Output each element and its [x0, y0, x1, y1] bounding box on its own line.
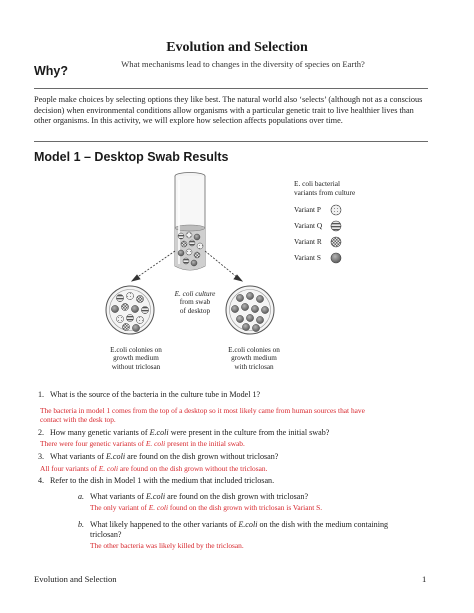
question-1: What is the source of the bacteria in the culture tube in Model 1?: [50, 390, 261, 399]
divider-bottom: [34, 141, 428, 142]
question-2: How many genetic variants of E.coli were present in the culture from the initial swab?: [50, 428, 330, 437]
legend-label: Variant P: [294, 205, 321, 214]
question-4b-line-2: triclosan?: [90, 530, 122, 539]
question-4-number: 4.: [38, 476, 45, 485]
legend-label: Variant S: [294, 253, 321, 262]
answer-3: All four variants of E. coli are found on the dish grown without the triclosan.: [40, 464, 268, 473]
answer-2: There were four genetic variants of E. coli present in the initial swab.: [40, 439, 245, 448]
legend-item-variant-q: [294, 221, 322, 230]
striped-circle-icon: [330, 220, 342, 232]
question-1-number: 1.: [38, 390, 45, 399]
questions-section: [30, 388, 450, 563]
tube-label: E. coli culture from swab of desktop: [174, 290, 216, 315]
divider-top: [34, 88, 428, 89]
question-4a: What variants of E.coli are found on the dish grown with triclosan?: [90, 492, 309, 501]
legend-item-variant-r: [294, 237, 322, 246]
answer-1-line-2: contact with the desk top.: [40, 415, 116, 424]
footer-title: Evolution and Selection: [34, 574, 117, 584]
question-3-number: 3.: [38, 452, 45, 461]
dotted-circle-icon: [330, 204, 342, 216]
question-4b-letter: b.: [78, 520, 85, 529]
dish-left-label: E.coli colonies on growth medium without triclosan: [110, 346, 162, 371]
model-heading: Model 1 – Desktop Swab Results: [34, 150, 229, 164]
model-diagram: [90, 166, 290, 376]
legend-item-variant-s: [294, 253, 321, 262]
checkered-circle-icon: [330, 236, 342, 248]
legend-label: Variant R: [294, 237, 322, 246]
intro-paragraph: People make choices by selecting options they like best. The natural world also ‘selects’ (although not as a conscious decision) when environmental conditions allow organisms with a particular genetic trait to live healthier lives than other organisms. In this activity, we will explore how selection affects populations over time.: [34, 95, 423, 126]
legend-title: E. coli bacterial variants from culture: [294, 179, 356, 197]
question-3: What variants of E.coli are found on the dish grown without triclosan?: [50, 452, 279, 461]
legend-item-variant-p: [294, 205, 321, 214]
question-4: Refer to the dish in Model 1 with the medium that included triclosan.: [50, 476, 275, 485]
section-heading-why: Why?: [34, 64, 69, 78]
question-2-number: 2.: [38, 428, 45, 437]
page-title: Evolution and Selection: [166, 40, 308, 55]
dish-right-label: E.coli colonies on growth medium with triclosan: [228, 346, 280, 371]
guiding-question: What mechanisms lead to changes in the diversity of species on Earth?: [121, 59, 365, 69]
solid-circle-icon: [330, 252, 342, 264]
petri-dish-left: [106, 286, 154, 334]
question-4a-letter: a.: [78, 492, 85, 501]
question-4b: What likely happened to the other variants of E.coli on the dish with the medium containing: [90, 520, 389, 529]
answer-4a: The only variant of E. coli found on the dish grown with triclosan is Variant S.: [90, 503, 323, 512]
culture-tube: [175, 173, 205, 271]
petri-dish-right: [226, 286, 274, 334]
legend-label: Variant Q: [294, 221, 323, 230]
page-number: 1: [422, 574, 427, 584]
answer-4b: The other bacteria was likely killed by the triclosan.: [90, 541, 244, 550]
answer-1-line-1: The bacteria in model 1 comes from the top of a desktop so it most likely came from human sources that have: [40, 406, 365, 415]
